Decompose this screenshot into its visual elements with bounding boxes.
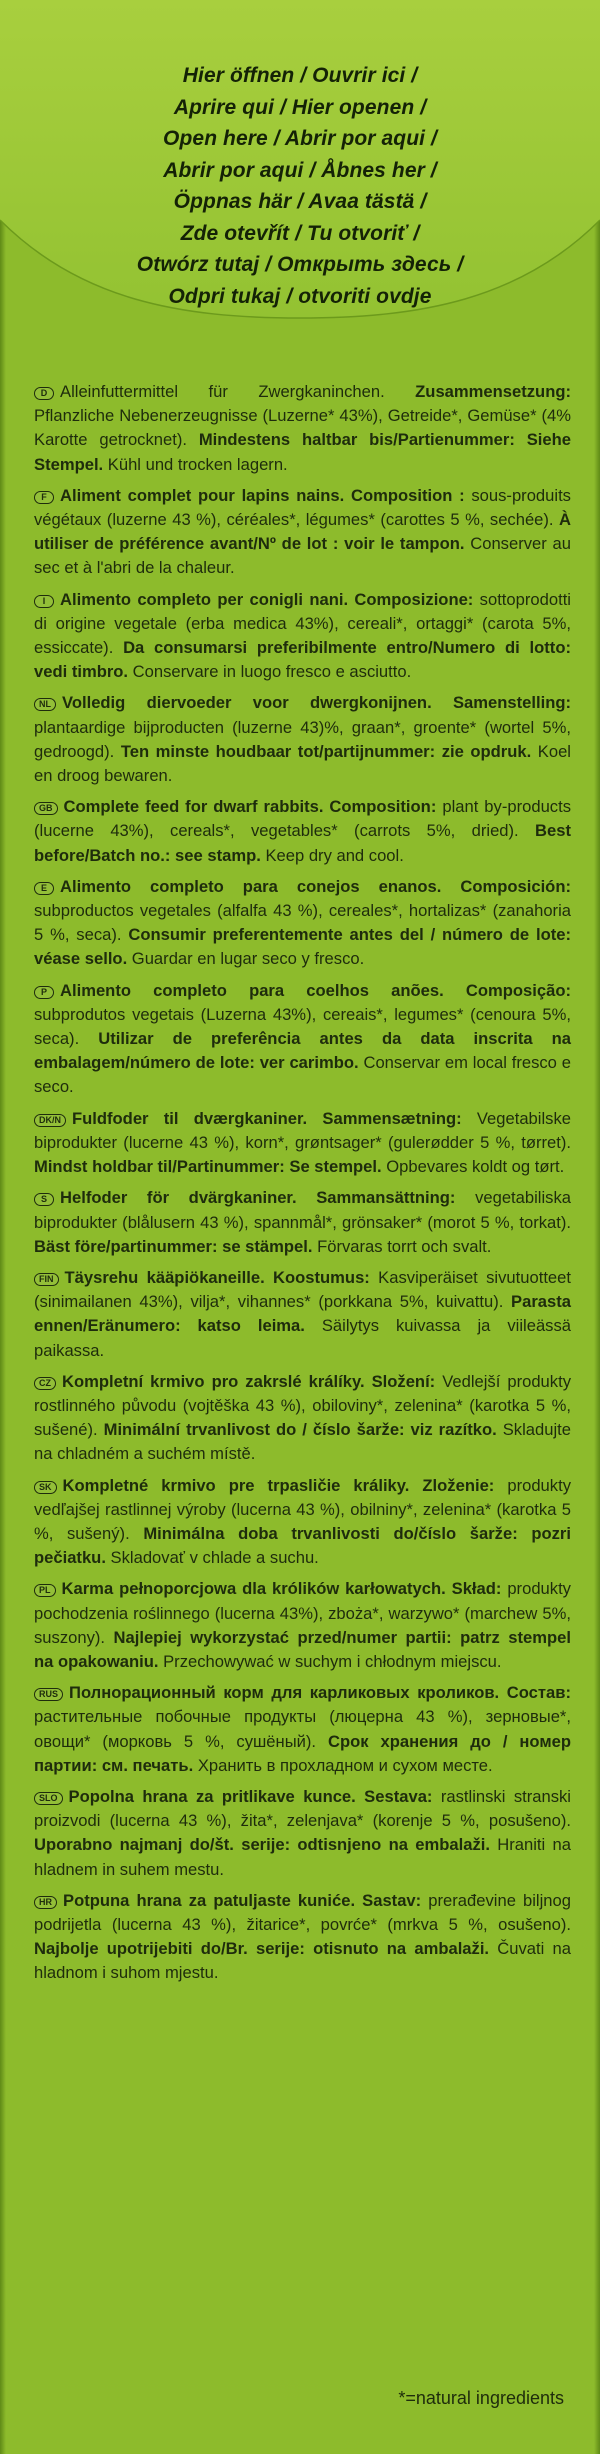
language-block bbox=[34, 588, 571, 685]
country-code-badge: PL bbox=[34, 1584, 56, 1597]
bold-text: Najlepiej wykorzystać przed/numer partii: patrz stempel na opakowaniu. bbox=[34, 1627, 571, 1671]
bold-text: Helfoder för dvärgkaniner. Sammansättning: bbox=[60, 1188, 456, 1208]
body-text: subproductos vegetales (alfalfa 43 %), cereales*, hortalizas* (zanahoria 5 %, seca). bbox=[34, 901, 571, 945]
bold-text: Minimální trvanlivost do / číslo šarže: viz razítko. bbox=[103, 1420, 497, 1440]
bold-text: Kompletní krmivo pro zakrslé králíky. Složení: bbox=[62, 1371, 436, 1391]
country-code-badge: SLO bbox=[34, 1792, 63, 1805]
bold-text: Ten minste houdbaar tot/partijnummer: zie opdruk. bbox=[120, 741, 532, 761]
country-code-badge: P bbox=[34, 986, 54, 999]
bold-text: Полнорационный корм для карликовых кроликов. Состав: bbox=[69, 1683, 571, 1703]
bold-text: Alimento completo para conejos enanos. Composición: bbox=[60, 876, 571, 896]
body-text: Vedlejší produkty rostlinného původu (vojtěška 43 %), obiloviny*, zelenina* (karotka 5 %, sušené). bbox=[34, 1371, 571, 1440]
ingredient-declarations bbox=[34, 380, 571, 1993]
body-text: sottoprodotti di origine vegetale (erba medica 43%), cereali*, ortaggi* (carota 5%, essiccate). bbox=[34, 589, 571, 658]
bold-text: Potpuna hrana za patuljaste kuniće. Sastav: bbox=[63, 1890, 422, 1910]
bold-text: À utiliser de préférence avant/Nº de lot : voir le tampon. bbox=[34, 510, 571, 554]
body-text: Guardar en lugar seco y fresco. bbox=[127, 949, 365, 969]
bold-text: Mindestens haltbar bis/Partienummer: Siehe Stempel. bbox=[34, 430, 571, 474]
bold-text: Mindst holdbar til/Partinummer: Se stempel. bbox=[34, 1157, 382, 1177]
open-here-line: Aprire qui / Hier openen / bbox=[173, 95, 427, 119]
body-text: sous-produits végétaux (luzerne 43 %), céréales*, légumes* (carottes 5 %, sechée). bbox=[34, 485, 571, 530]
country-code-badge: E bbox=[34, 882, 54, 895]
bold-text: Minimálna doba trvanlivosti do/číslo šarže: pozri pečiatku. bbox=[34, 1523, 571, 1568]
language-block bbox=[34, 875, 571, 972]
body-text: Vegetabilske biprodukter (lucerne 43 %), korn*, grøntsager* (gulerødder 5 %, tørret). bbox=[34, 1108, 571, 1152]
body-text: Keep dry and cool. bbox=[260, 845, 404, 865]
language-block bbox=[34, 1681, 571, 1778]
body-text: vegetabiliska biprodukter (blålusern 43 %), spannmål*, grönsaker* (morot 5 %, torkat). bbox=[34, 1188, 571, 1232]
left-edge-shade bbox=[0, 0, 6, 2454]
bold-text: Bäst före/partinummer: se stämpel. bbox=[34, 1236, 313, 1256]
body-text: Przechowywać w suchym i chłodnym miejscu. bbox=[158, 1651, 502, 1671]
bold-text: Utilizar de preferência antes da data inscrita na embalagem/número de lote: ver carimbo. bbox=[34, 1029, 571, 1073]
body-text: Conservare in luogo fresco e asciutto. bbox=[128, 662, 412, 682]
body-text: produkty pochodzenia roślinnego (lucerna 43%), zboża*, warzywo* (marchew 5%, suszony). bbox=[34, 1579, 571, 1647]
body-text: Conservar em local fresco e seco. bbox=[34, 1053, 571, 1097]
body-text: Pflanzliche Nebenerzeugnisse (Luzerne* 43%), Getreide*, Gemüse* (4% Karotte getrocknet). bbox=[34, 406, 571, 450]
open-here-line: Abrir por aqui / Åbnes her / bbox=[163, 158, 437, 182]
body-text: Alleinfuttermittel für Zwergkaninchen. bbox=[60, 382, 416, 401]
body-text: Förvaras torrt och svalt. bbox=[312, 1236, 492, 1256]
language-block bbox=[34, 691, 571, 788]
language-block bbox=[34, 1266, 571, 1363]
body-text: rastlinski stranski proizvodi (lucerna 43 %), žita*, zelenjava* (korenje 5 %, posušeno). bbox=[34, 1786, 571, 1831]
body-text: subprodutos vegetais (Luzerna 43%), cereais*, legumes* (cenoura 5%, seca). bbox=[34, 1004, 571, 1049]
right-edge-shade bbox=[594, 0, 600, 2454]
bold-text: Consumir preferentemente antes del / número de lote: véase sello. bbox=[34, 925, 571, 969]
body-text: Opbevares koldt og tørt. bbox=[381, 1157, 565, 1177]
country-code-badge: F bbox=[34, 491, 54, 504]
body-text: plant by-products (lucerne 43%), cereals*, vegetables* (carrots 5%, dried). bbox=[34, 797, 571, 841]
country-code-badge: S bbox=[34, 1193, 54, 1206]
language-block bbox=[34, 1186, 571, 1259]
body-text: Kasviperäiset sivutuotteet (sinimailanen 43%), vilja*, vihannes* (porkkana 5%, kuivattu). bbox=[34, 1267, 571, 1312]
body-text: Skladovať v chlade a suchu. bbox=[105, 1548, 319, 1568]
language-block bbox=[34, 795, 571, 868]
bold-text: Karma pełnoporcjowa dla królików karłowatych. Skład: bbox=[61, 1579, 502, 1599]
open-here-line: Zde otevřít / Tu otvoriť / bbox=[180, 221, 420, 245]
language-block bbox=[34, 1107, 571, 1180]
open-here-line: Otwórz tutaj / Открыть здесь / bbox=[136, 253, 464, 276]
bold-text: Best before/Batch no.: see stamp. bbox=[34, 821, 571, 865]
natural-ingredients-footnote: *=natural ingredients bbox=[398, 2388, 564, 2408]
country-code-badge: DK/N bbox=[34, 1114, 66, 1127]
bold-text: Uporabno najmanj do/št. serije: odtisnjeno na embalaži. bbox=[34, 1835, 490, 1855]
language-block bbox=[34, 1889, 571, 1986]
language-block bbox=[34, 1474, 571, 1571]
language-block bbox=[34, 1577, 571, 1674]
open-here-panel bbox=[0, 0, 600, 330]
body-text: plantaardige bijproducten (luzerne 43)%, graan*, groente* (wortel 5%, gedroogd). bbox=[34, 717, 571, 761]
body-text: Hraniti na hladnem in suhem mestu. bbox=[34, 1835, 571, 1879]
language-block bbox=[34, 979, 571, 1100]
bold-text: Parasta ennen/Eränumero: katso leima. bbox=[34, 1292, 571, 1336]
country-code-badge: HR bbox=[34, 1896, 57, 1909]
bold-text: Alimento completo per conigli nani. Composizione: bbox=[60, 589, 474, 609]
body-text: Säilytys kuivassa ja viileässä paikassa. bbox=[34, 1316, 571, 1360]
country-code-badge: I bbox=[34, 595, 54, 608]
bold-text: Zusammensetzung: bbox=[415, 382, 571, 401]
bold-text: Fuldfoder til dværgkaniner. Sammensætning: bbox=[72, 1108, 462, 1128]
country-code-badge: D bbox=[34, 387, 54, 400]
body-text: Skladujte na chladném a suchém místě. bbox=[34, 1420, 571, 1464]
open-here-line: Odpri tukaj / otvoriti ovdje bbox=[168, 284, 432, 308]
open-here-lines[interactable] bbox=[0, 60, 600, 312]
language-block bbox=[34, 1370, 571, 1467]
bold-text: Срок хранения до / номер партии: см. печать. bbox=[34, 1731, 571, 1775]
bold-text: Da consumarsi preferibilmente entro/Numero di lotto: vedi timbro. bbox=[34, 638, 571, 682]
body-text: Koel en droog bewaren. bbox=[34, 741, 571, 786]
country-code-badge: SK bbox=[34, 1481, 57, 1494]
language-block bbox=[34, 484, 571, 581]
body-text: produkty vedľajšej rastlinnej výroby (lucerna 43 %), obilniny*, zelenina* (karotka 5 %, sušený). bbox=[34, 1475, 571, 1543]
body-text: растительные побочные продукты (люцерна 43 %), зерновые*, овощи* (морковь 5 %, сушёный). bbox=[34, 1707, 571, 1751]
body-text: Conserver au sec et à l'abri de la chaleur. bbox=[34, 534, 571, 578]
language-block bbox=[34, 1785, 571, 1882]
country-code-badge: FIN bbox=[34, 1273, 59, 1286]
bold-text: Aliment complet pour lapins nains. Composition : bbox=[60, 485, 465, 505]
open-here-line: Hier öffnen / Ouvrir ici / bbox=[182, 64, 418, 87]
country-code-badge: RUS bbox=[34, 1688, 63, 1701]
body-text: prerađevine biljnog podrijetla (lucerna 43 %), žitarice*, povrće* (mrkva 5 %, osušeno). bbox=[34, 1890, 571, 1934]
bold-text: Najbolje upotrijebiti do/Br. serije: otisnuto na ambalaži. bbox=[34, 1939, 490, 1959]
country-code-badge: GB bbox=[34, 802, 58, 815]
body-text: Хранить в прохладном и сухом месте. bbox=[193, 1755, 493, 1775]
open-here-line: Open here / Abrir por aqui / bbox=[163, 127, 437, 150]
bold-text: Kompletné krmivo pre trpasličie králiky. Zloženie: bbox=[62, 1475, 495, 1495]
bold-text: Täysrehu kääpiökaneille. Koostumus: bbox=[64, 1267, 370, 1287]
bold-text: Alimento completo para coelhos anões. Composição: bbox=[60, 980, 571, 1000]
country-code-badge: CZ bbox=[34, 1377, 56, 1390]
body-text: Kühl und trocken lagern. bbox=[103, 454, 288, 474]
bold-text: Volledig diervoeder voor dwergkonijnen. Samenstelling: bbox=[62, 693, 571, 713]
open-here-line: Öppnas här / Avaa tästä / bbox=[173, 190, 427, 213]
language-block bbox=[34, 380, 571, 477]
body-text: Čuvati na hladnom i suhom mjestu. bbox=[34, 1939, 571, 1983]
bold-text: Complete feed for dwarf rabbits. Composition: bbox=[63, 797, 437, 817]
country-code-badge: NL bbox=[34, 698, 56, 711]
bold-text: Popolna hrana za pritlikave kunce. Sestava: bbox=[68, 1786, 433, 1806]
